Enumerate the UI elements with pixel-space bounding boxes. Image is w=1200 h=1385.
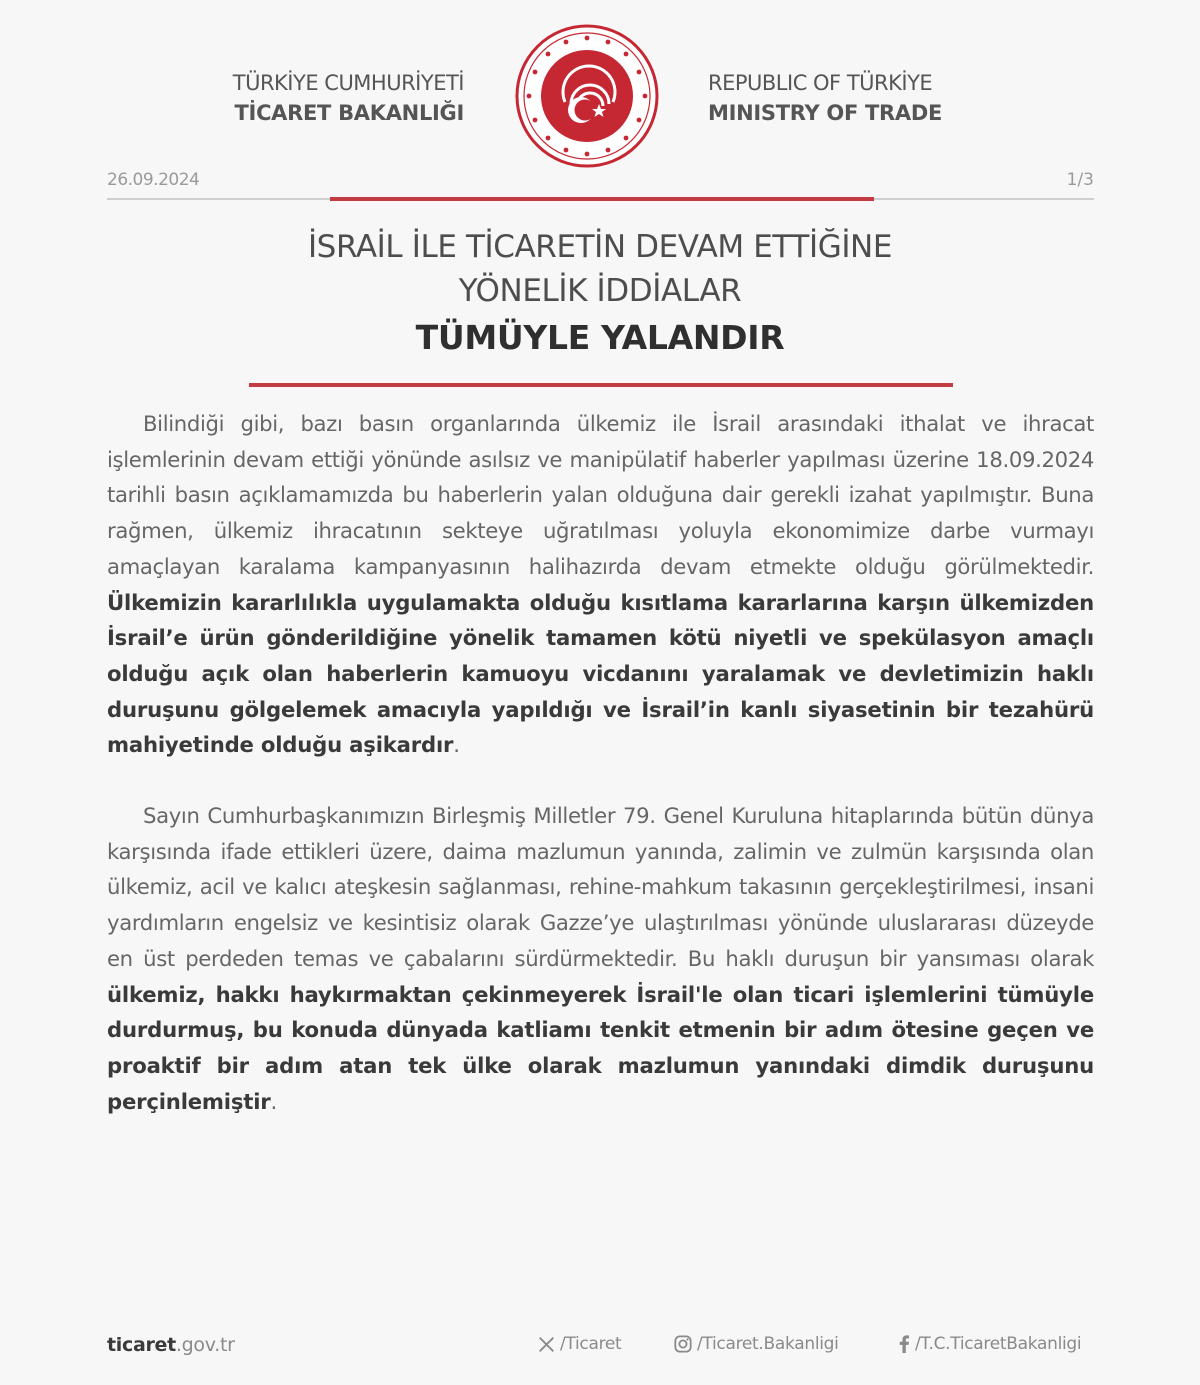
paragraph-2 <box>107 798 1094 1119</box>
instagram-social-link[interactable] <box>674 1334 839 1354</box>
release-date: 26.09.2024 <box>107 170 200 190</box>
body-text <box>107 406 1094 1119</box>
instagram-logo-icon <box>674 1335 692 1353</box>
title-line-1: İSRAİL İLE TİCARETİN DEVAM ETTİĞİNE <box>307 229 893 265</box>
header-ministry-tr: TİCARET BAKANLIĞI <box>234 101 464 125</box>
paragraph-2-text: Sayın Cumhurbaşkanımızın Birleşmiş Milletler 79. Genel Kuruluna hitaplarında bütün dünya karşısında ifade ettikleri üzere, daima mazlumun yanında, zalimin ve zulmün karşısında olan ülkemiz, acil ve kalıcı ateşkesin sağlanması, rehine-mahkum takasının gerçekleştirilmesi, insani yardımların engelsiz ve kesintisiz olarak Gazze’ye ulaştırılması yönünde uluslararası düzeyde en üst perdeden temas ve çabalarını sürdürmektedir. Bu haklı duruşun bir yansıması olarak <box>107 803 1094 971</box>
header-ministry-en: MINISTRY OF TRADE <box>708 101 943 125</box>
facebook-handle: /T.C.TicaretBakanligi <box>915 1334 1082 1354</box>
page-title <box>150 225 1050 363</box>
paragraph-1-end: . <box>453 732 460 758</box>
header-left-turkish <box>150 68 464 128</box>
website-name: ticaret <box>107 1334 176 1356</box>
instagram-handle: /Ticaret.Bakanligi <box>697 1334 839 1354</box>
paragraph-2-bold: ülkemiz, hakkı haykırmaktan çekinmeyerek İsrail'le olan ticari işlemlerini tümüyle durdurmuş, bu konuda dünyada katliamı tenkit etmenin bir adım ötesine geçen ve proaktif bir adım atan tek ülke olarak mazlumun yanındaki dimdik duruşunu perçinlemiştir <box>107 981 1094 1114</box>
header-right-english <box>708 68 1068 128</box>
header-republic-en: REPUBLIC OF TÜRKİYE <box>708 71 933 95</box>
header-accent-line <box>330 197 874 201</box>
paragraph-1-text: Bilindiği gibi, bazı basın organlarında ülkemiz ile İsrail arasındaki ithalat ve ihracat işlemlerinin devam ettiği yönünde asılsız ve manipülatif haberler yapılması üzerine 18.09.2024 tarihli basın açıklamamızda bu haberlerin yalan olduğuna dair gerekli izahat yapılmıştır. Buna rağmen, ülkemiz ihracatının sekteye uğratılması yoluyla ekonomimize darbe vurmayı amaçlayan karalama kampanyasının halihazırda devam etmekte olduğu görülmektedir. <box>107 411 1094 579</box>
title-line-2: YÖNELİK İDDİALAR <box>458 273 742 309</box>
paragraph-2-end: . <box>270 1088 277 1114</box>
footer <box>0 1330 1200 1370</box>
title-line-3: TÜMÜYLE YALANDIR <box>415 318 785 357</box>
title-accent-line <box>249 383 953 387</box>
facebook-social-link[interactable] <box>898 1334 1081 1354</box>
facebook-logo-icon <box>898 1335 910 1353</box>
x-social-link[interactable] <box>538 1334 621 1354</box>
paragraph-1 <box>107 406 1094 763</box>
header-republic-tr: TÜRKİYE CUMHURİYETİ <box>232 71 464 95</box>
x-logo-icon <box>538 1336 555 1353</box>
ministry-emblem-icon <box>515 24 659 168</box>
website-link[interactable] <box>107 1334 235 1356</box>
x-handle: /Ticaret <box>560 1334 622 1354</box>
paragraph-1-bold: Ülkemizin kararlılıkla uygulamakta olduğu kısıtlama kararlarına karşın ülkemizden İsrail’e ürün gönderildiğine yönelik tamamen kötü niyetli ve spekülasyon amaçlı olduğu açık olan haberlerin kamuoyu vicdanını yaralamak ve devletimizin haklı duruşunu gölgelemek amacıyla yapıldığı ve İsrail’in kanlı siyasetinin bir tezahürü mahiyetinde olduğu aşikardır <box>107 589 1094 758</box>
page-number: 1/3 <box>1066 170 1094 190</box>
website-domain: .gov.tr <box>175 1334 235 1356</box>
